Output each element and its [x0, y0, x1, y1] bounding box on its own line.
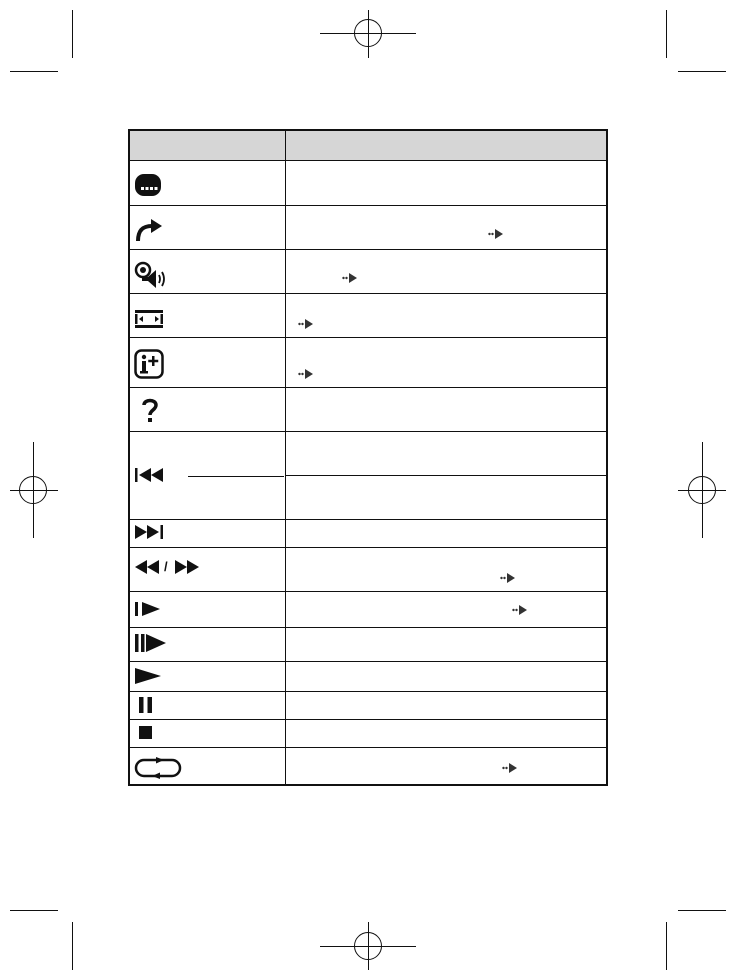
page-reference-arrow-icon — [488, 229, 504, 239]
registration-circle — [19, 476, 47, 504]
table-row — [130, 719, 606, 720]
registration-circle — [688, 476, 716, 504]
page-reference-arrow-icon — [298, 319, 314, 329]
rewind-icon — [134, 560, 162, 574]
table-row — [130, 627, 606, 628]
button-function-table — [128, 129, 608, 786]
frame-advance-icon — [134, 633, 168, 653]
page-reference-arrow-icon — [500, 573, 516, 583]
aspect-ratio-icon — [134, 309, 164, 329]
table-row — [130, 661, 606, 662]
play-icon — [134, 667, 164, 685]
table-row — [130, 249, 606, 250]
table-row — [130, 519, 606, 520]
column-separator — [285, 131, 286, 784]
crop-mark — [10, 71, 58, 72]
page-reference-arrow-icon — [512, 605, 528, 615]
table-row — [130, 691, 606, 692]
slow-motion-icon — [134, 601, 164, 617]
table-row — [130, 205, 606, 206]
table-row — [130, 387, 606, 388]
help-question-icon — [140, 397, 160, 425]
table-row — [130, 547, 606, 548]
table-row — [286, 475, 606, 476]
registration-circle — [354, 932, 382, 960]
skip-forward-arrow-icon — [134, 217, 164, 243]
crop-mark — [72, 922, 73, 970]
leader-line — [188, 476, 284, 477]
registration-circle — [354, 19, 382, 47]
page-reference-arrow-icon — [342, 273, 358, 283]
crop-mark — [666, 922, 667, 970]
info-plus-icon — [134, 349, 164, 379]
crop-mark — [72, 10, 73, 58]
table-row — [130, 431, 606, 432]
table-row — [130, 747, 606, 748]
skip-next-icon — [134, 524, 168, 540]
crop-mark — [678, 71, 726, 72]
fast-forward-icon — [174, 560, 202, 574]
page-reference-arrow-icon — [502, 763, 518, 773]
rewind-fast-forward-icon — [134, 559, 204, 577]
stop-icon — [138, 725, 154, 741]
subtitle-icon — [134, 173, 162, 197]
repeat-icon — [134, 757, 182, 779]
pause-icon — [138, 696, 154, 714]
audio-language-icon — [134, 261, 168, 289]
table-row — [130, 293, 606, 294]
crop-mark — [10, 910, 58, 911]
crop-mark — [666, 10, 667, 58]
skip-previous-icon — [134, 467, 166, 483]
table-row — [130, 337, 606, 338]
page-reference-arrow-icon — [298, 369, 314, 379]
rewind-ff-separator: / — [164, 559, 168, 574]
table-header — [130, 131, 606, 161]
crop-mark — [678, 910, 726, 911]
table-row — [130, 591, 606, 592]
